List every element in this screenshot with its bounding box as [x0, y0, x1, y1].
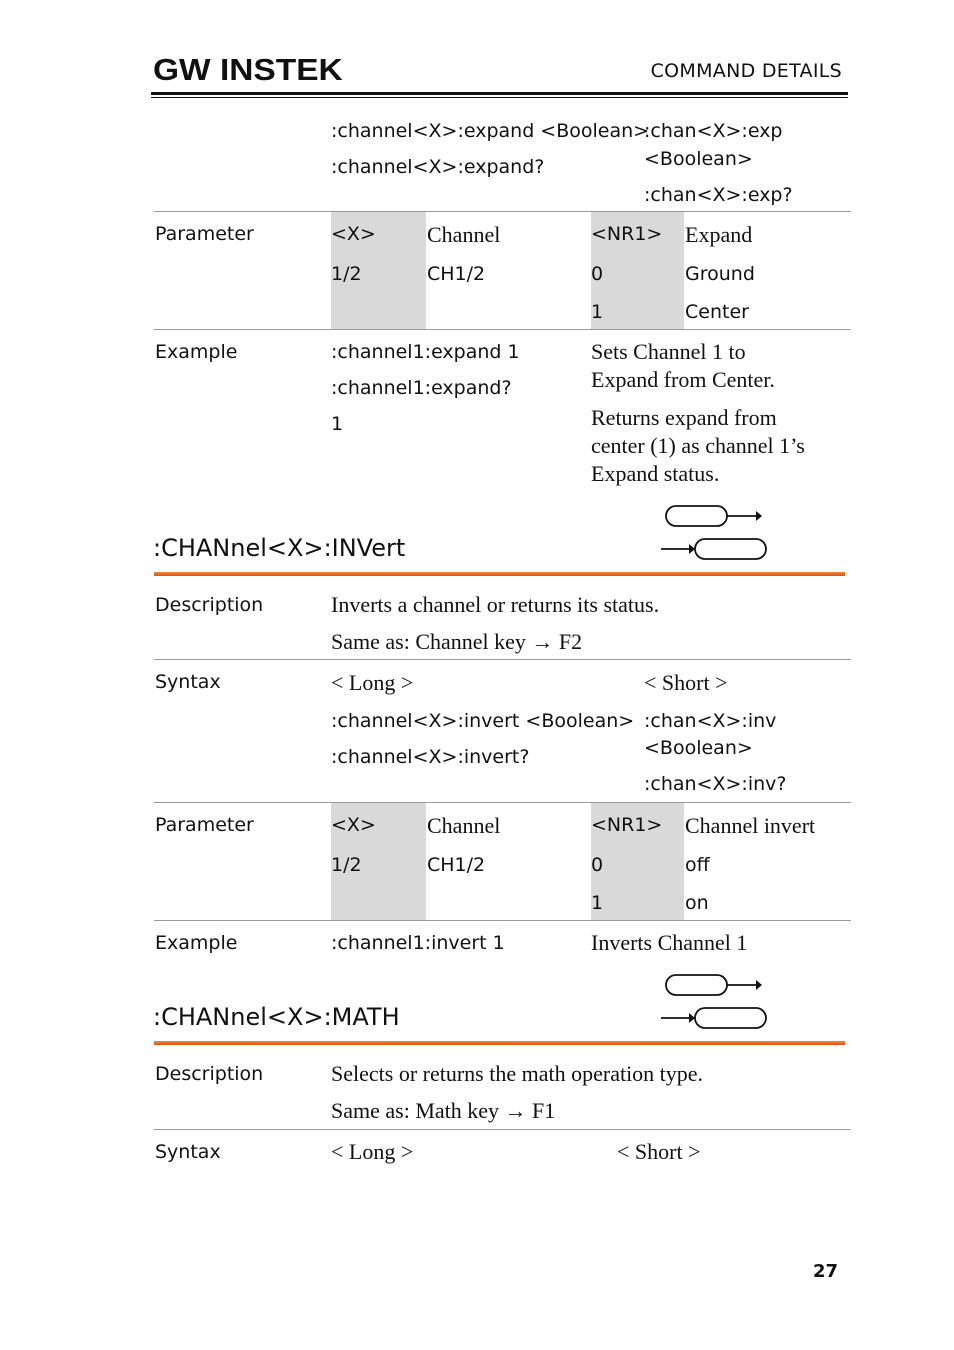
invert-syntax-label: Syntax	[155, 671, 221, 693]
divider	[154, 802, 851, 803]
invert-param-off: off	[685, 854, 710, 876]
expand-example-cmd-3: 1	[331, 413, 344, 435]
expand-parameter-label: Parameter	[155, 223, 254, 245]
invert-heading: :CHANnel<X>:INVert	[153, 534, 406, 562]
invert-example-label: Example	[155, 932, 238, 954]
invert-parameter-label: Parameter	[155, 814, 254, 836]
math-syntax-long-header: < Long >	[331, 1139, 414, 1164]
invert-param-channel-val: CH1/2	[427, 854, 486, 876]
invert-param-nr1-1: 1	[591, 892, 604, 914]
expand-example-desc-1b: Expand from Center.	[591, 367, 775, 392]
expand-example-desc-2a: Returns expand from	[591, 405, 777, 430]
invert-param-channel: Channel	[427, 813, 501, 838]
divider	[154, 659, 851, 660]
expand-syntax-short-1: :chan<X>:exp	[644, 120, 783, 142]
invert-syntax-short-2: <Boolean>	[644, 737, 753, 759]
expand-param-expand: Expand	[685, 222, 753, 247]
expand-example-desc-1a: Sets Channel 1 to	[591, 339, 746, 364]
invert-syntax-short-1: :chan<X>:inv	[644, 710, 777, 732]
expand-example-cmd-2: :channel1:expand?	[331, 377, 512, 399]
divider	[154, 211, 851, 212]
expand-param-x: <X>	[331, 223, 376, 245]
expand-param-nr1-1: 1	[591, 301, 604, 323]
header-rule	[151, 92, 848, 95]
expand-example-cmd-1: :channel1:expand 1	[331, 341, 520, 363]
invert-syntax-long-header: < Long >	[331, 670, 414, 695]
expand-example-label: Example	[155, 341, 238, 363]
page-number: 27	[813, 1261, 839, 1282]
expand-param-channel: Channel	[427, 222, 501, 247]
invert-example-desc: Inverts Channel 1	[591, 930, 748, 955]
expand-syntax-long-2: :channel<X>:expand?	[331, 156, 545, 178]
math-description-2: Same as: Math key → F1	[331, 1098, 556, 1123]
invert-syntax-short-header: < Short >	[644, 670, 728, 695]
math-syntax-label: Syntax	[155, 1141, 221, 1163]
header-rule-thin	[151, 97, 848, 98]
expand-param-nr1-0: 0	[591, 263, 604, 285]
expand-syntax-long-1: :channel<X>:expand <Boolean>	[331, 120, 650, 142]
math-heading: :CHANnel<X>:MATH	[153, 1003, 400, 1031]
section-rule	[154, 572, 845, 576]
expand-param-nr1: <NR1>	[591, 223, 663, 245]
invert-param-nr1-0: 0	[591, 854, 604, 876]
set-query-icon	[660, 503, 770, 563]
invert-description-label: Description	[155, 594, 264, 616]
set-query-icon	[660, 972, 770, 1032]
math-description-label: Description	[155, 1063, 264, 1085]
invert-example-cmd: :channel1:invert 1	[331, 932, 505, 954]
expand-param-x-val: 1/2	[331, 263, 362, 285]
math-syntax-short-header: < Short >	[617, 1139, 701, 1164]
invert-param-channel-invert: Channel invert	[685, 813, 816, 838]
expand-syntax-short-2: <Boolean>	[644, 148, 753, 170]
divider	[154, 920, 851, 921]
math-description-1: Selects or returns the math operation type.	[331, 1061, 704, 1086]
expand-param-center: Center	[685, 301, 749, 323]
divider	[154, 1129, 851, 1130]
expand-syntax-short-3: :chan<X>:exp?	[644, 184, 793, 206]
invert-param-x-val: 1/2	[331, 854, 362, 876]
invert-syntax-long-2: :channel<X>:invert?	[331, 746, 530, 768]
gw-instek-logo: GW INSTEK	[153, 52, 343, 87]
expand-param-channel-val: CH1/2	[427, 263, 486, 285]
invert-syntax-short-3: :chan<X>:inv?	[644, 773, 787, 795]
invert-description-1: Inverts a channel or returns its status.	[331, 592, 660, 617]
expand-example-desc-2b: center (1) as channel 1’s	[591, 433, 805, 458]
expand-param-ground: Ground	[685, 263, 755, 285]
section-rule	[154, 1041, 845, 1045]
invert-param-x: <X>	[331, 814, 376, 836]
invert-param-nr1: <NR1>	[591, 814, 663, 836]
invert-description-2: Same as: Channel key → F2	[331, 629, 583, 654]
expand-example-desc-2c: Expand status.	[591, 461, 720, 486]
divider	[154, 329, 851, 330]
section-title: COMMAND DETAILS	[650, 60, 842, 82]
invert-param-on: on	[685, 892, 709, 914]
invert-syntax-long-1: :channel<X>:invert <Boolean>	[331, 710, 635, 732]
